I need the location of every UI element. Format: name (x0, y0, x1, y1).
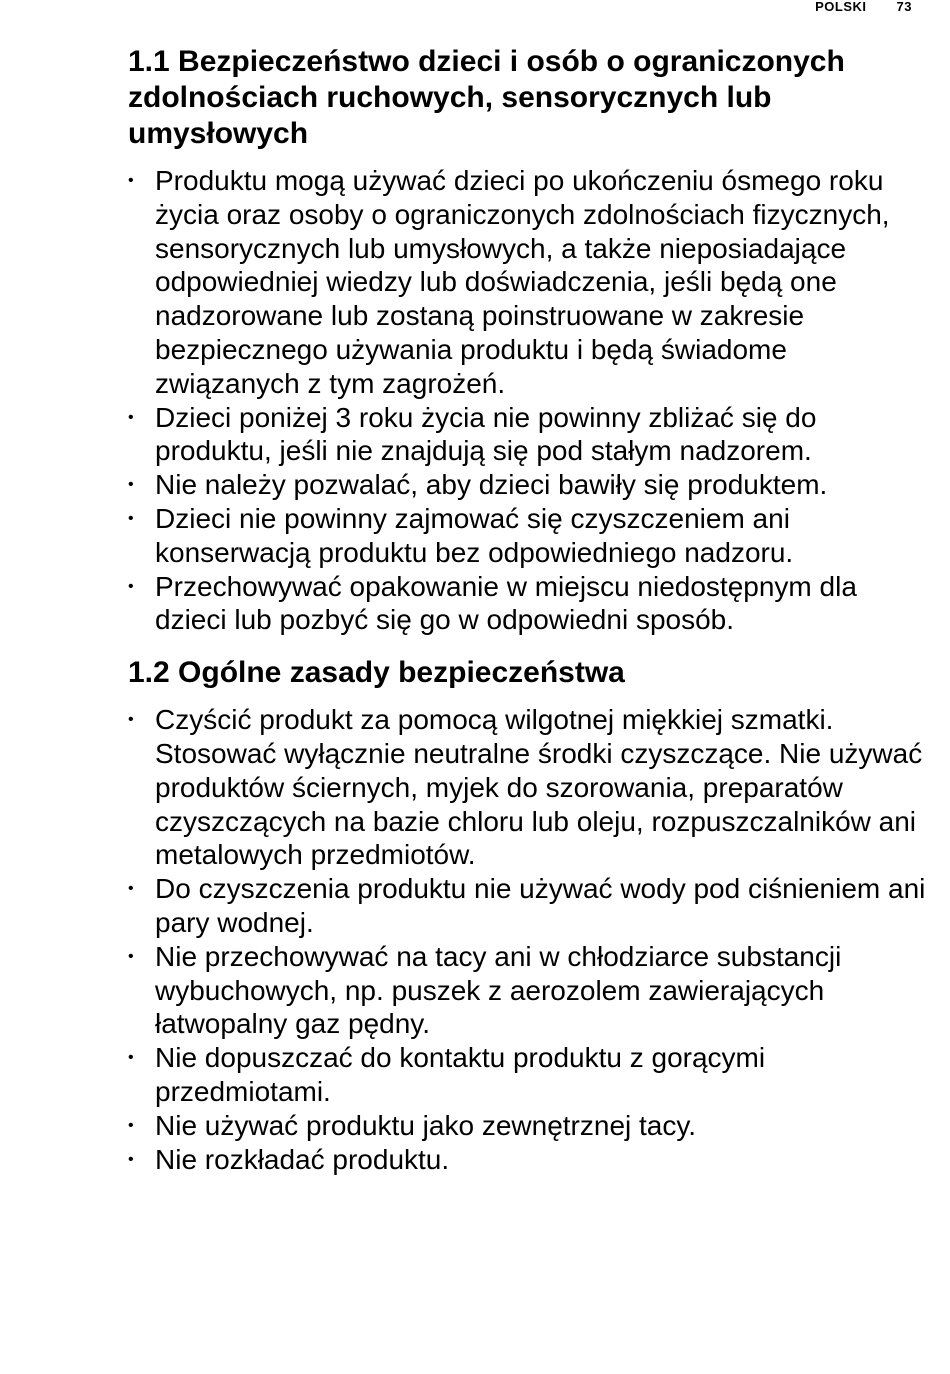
list-item (128, 502, 928, 570)
list-item (128, 570, 928, 638)
bullet-icon: • (128, 577, 134, 595)
section-title-general-safety: 1.2 Ogólne zasady bezpieczeństwa (128, 656, 625, 690)
document-body (128, 44, 928, 1176)
list-item-text: Przechowywać opakowanie w miejscu niedostępnym dla dzieci lub pozbyć się go w odpowiedni sposób. (155, 570, 857, 636)
list-item-text: Dzieci poniżej 3 roku życia nie powinny zbliżać się do produktu, jeśli nie znajdują się pod stałym nadzorem. (155, 401, 817, 467)
list-item-text: Nie przechowywać na tacy ani w chłodziarce substancji wybuchowych, np. puszek z aerozolem zawierających łatwopalny gaz pędny. (155, 940, 842, 1040)
list-item (128, 468, 928, 502)
list-item-text: Dzieci nie powinny zajmować się czyszczeniem ani konserwacją produktu bez odpowiedniego nadzoru. (155, 502, 794, 568)
bullet-icon: • (128, 947, 134, 965)
section-title-child-safety: 1.1 Bezpieczeństwo dzieci i osób o ograniczonych zdolnościach ruchowych, sensorycznych lub umysłowych (128, 45, 845, 150)
list-item (128, 1143, 928, 1177)
bullet-icon: • (128, 476, 134, 494)
list-item (128, 940, 928, 1041)
bullet-icon: • (128, 172, 134, 189)
list-item-text: Nie dopuszczać do kontaktu produktu z gorącymi przedmiotami. (155, 1042, 766, 1107)
list-item-text: Nie rozkładać produktu. (155, 1143, 450, 1175)
list-item-text: Produktu mogą używać dzieci po ukończeniu ósmego roku życia oraz osoby o ograniczonych zdolnościach fizycznych, sensorycznych lub umysłowych, a także nieposiadające odpowiedniej wiedzy lub doświadczenia, jeśli będą one nadzorowane lub zostaną poinstruowane w zakresie bezpiecznego używania produktu i będą świadome związanych z tym zagrożeń. (155, 165, 890, 399)
bullet-icon: • (128, 711, 134, 729)
bullet-icon: • (128, 880, 134, 898)
list-item-text: Nie należy pozwalać, aby dzieci bawiły się produktem. (155, 469, 828, 501)
list-item (128, 1041, 928, 1109)
bullet-icon: • (128, 1150, 134, 1168)
language-label: POLSKI (815, 0, 867, 14)
list-item (128, 872, 928, 940)
page-header (815, 0, 912, 13)
bullet-icon: • (128, 509, 134, 527)
bullet-icon: • (128, 408, 134, 426)
list-item (128, 164, 928, 401)
list-item (128, 703, 928, 872)
list-item-text: Do czyszczenia produktu nie używać wody pod ciśnieniem ani pary wodnej. (155, 873, 926, 938)
list-item (128, 401, 928, 469)
bullet-icon: • (128, 1116, 134, 1134)
list-item-text: Czyścić produkt za pomocą wilgotnej miękkiej szmatki. Stosować wyłącznie neutralne środki czyszczące. Nie używać produktów ściernych, myjek do szorowania, preparatów czyszczących na bazie chloru lub oleju, rozpuszczalników ani metalowych przedmiotów. (155, 704, 923, 871)
child-safety-list (128, 164, 928, 637)
page-number: 73 (896, 0, 912, 14)
bullet-icon: • (128, 1049, 134, 1067)
list-item-text: Nie używać produktu jako zewnętrznej tacy. (155, 1109, 697, 1141)
list-item (128, 1109, 928, 1143)
general-safety-list (128, 703, 928, 1176)
